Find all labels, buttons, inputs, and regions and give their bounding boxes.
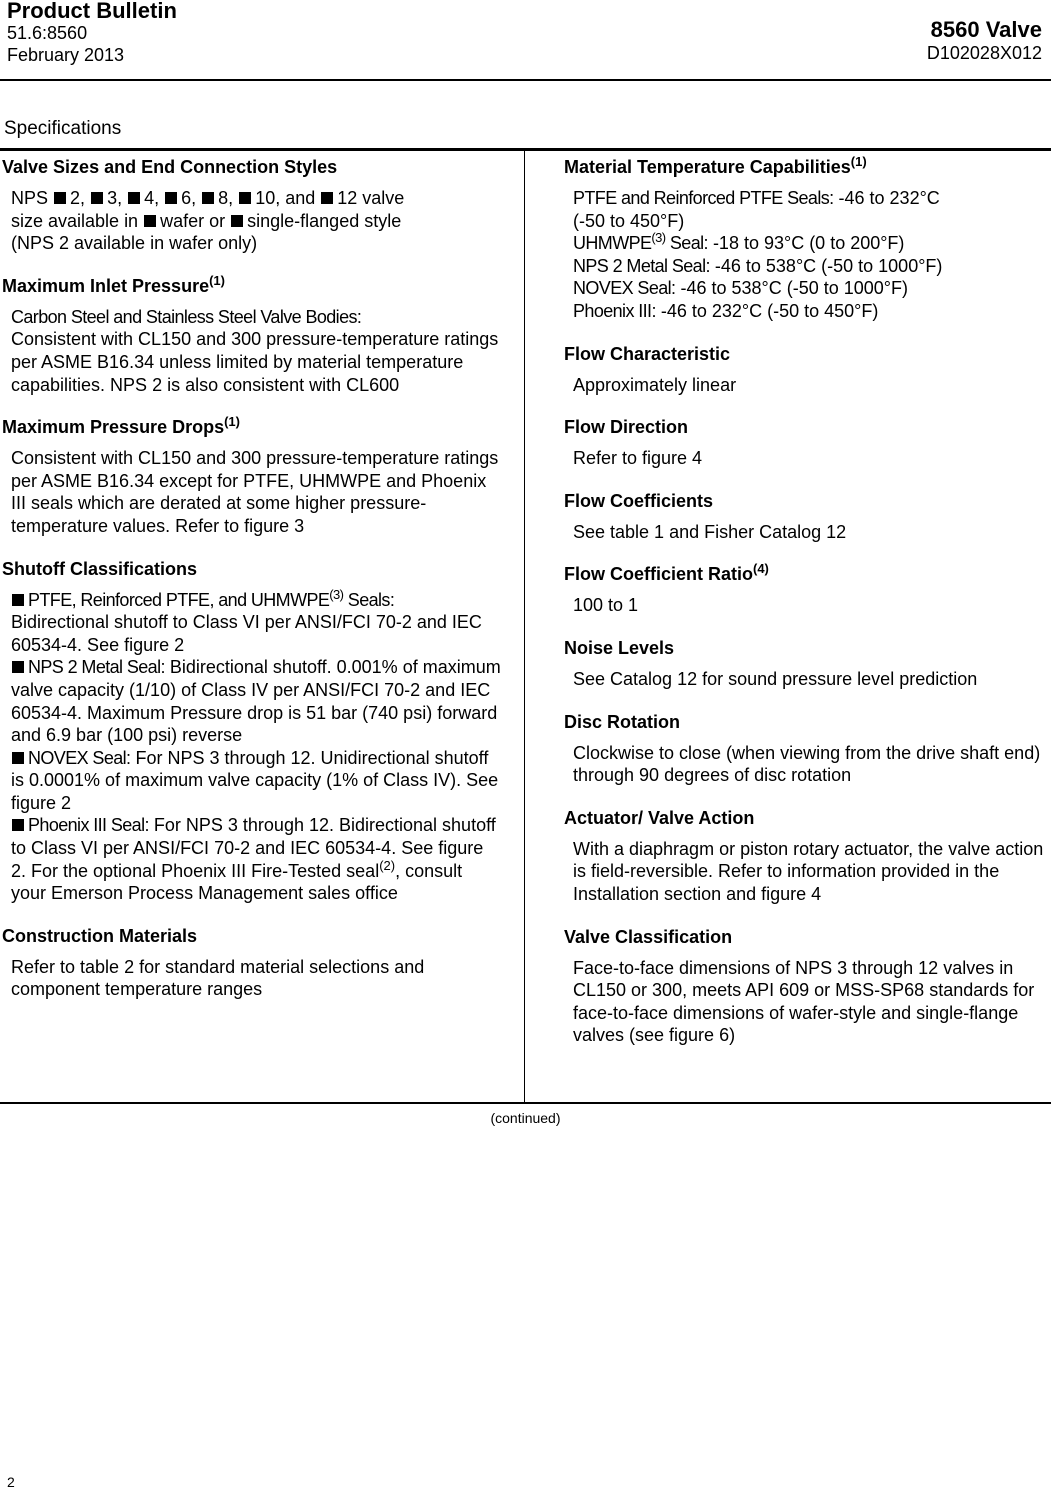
spec-shutoff: [2, 558, 502, 905]
temp-uhmwpe: [573, 232, 1051, 255]
spec-material-temperature: [564, 156, 1051, 323]
checkbox-square-icon: [12, 661, 24, 673]
spec-valve-sizes: [2, 156, 502, 255]
spec-heading: Flow Coefficients: [564, 490, 714, 511]
column-divider: [524, 151, 525, 1102]
spec-text: Face-to-face dimensions of NPS 3 through 12 valves in CL150 or 300, meets API 609 or MSS-SP68 standards for face-to-face dimensions of wafer-style and single-flange valves (see figure 6): [573, 957, 1035, 1046]
text-span: 2,: [70, 188, 86, 208]
checkbox-square-icon: [12, 594, 24, 606]
spec-body: [2, 187, 502, 255]
checkbox-square-icon: [54, 192, 66, 204]
temp-ptfe-f: (-50 to 450°F): [573, 210, 685, 231]
temp-ptfe: [573, 187, 1051, 210]
heading-text: Flow Coefficient Ratio: [564, 564, 753, 585]
spec-text: Approximately linear: [573, 374, 737, 395]
text-span: 10, and: [255, 188, 316, 208]
spec-text: Consistent with CL150 and 300 pressure-temperature ratings per ASME B16.34 except for PTFE, UHMWPE and Phoenix III seals which are derated at some higher pressure-temperature values. Refer to figure 3: [11, 448, 499, 536]
spec-heading: Disc Rotation: [564, 711, 681, 732]
text-span: 3,: [107, 188, 123, 208]
spec-text: See table 1 and Fisher Catalog 12: [573, 521, 847, 542]
part-number: D102028X012: [926, 43, 1042, 63]
spec-flow-direction: [564, 416, 1051, 470]
spec-label: Carbon Steel and Stainless Steel Valve Bodies:: [11, 306, 362, 327]
heading-text: Maximum Pressure Drops: [2, 417, 225, 438]
shutoff-item: [11, 814, 502, 904]
spec-text: With a diaphragm or piston rotary actuator, the valve action is field-reversible. Refer to information provided in the Installation section and figure 4: [573, 838, 1044, 904]
spec-flow-coefficients: [564, 490, 1051, 544]
spec-heading: Valve Classification: [564, 926, 733, 947]
temp-novex: [573, 277, 1051, 300]
spec-heading: Construction Materials: [2, 925, 198, 946]
text-span: size available in: [11, 210, 139, 231]
checkbox-square-icon: [144, 215, 156, 227]
checkbox-square-icon: [231, 215, 243, 227]
doc-number: 51.6:8560: [7, 23, 88, 43]
item-text: Bidirectional shutoff to Class VI per ANSI/FCI 70-2 and IEC 60534-4. See figure 2: [11, 612, 482, 655]
label-text: UHMWPE: [573, 233, 652, 254]
spec-construction-materials: [2, 925, 502, 1001]
section-title: Specifications: [4, 118, 122, 139]
footnote-ref: (1): [850, 154, 867, 169]
item-label: [573, 230, 708, 254]
label-text: PTFE, Reinforced PTFE, and UHMWPE: [28, 589, 330, 610]
checkbox-square-icon: [12, 752, 24, 764]
spec-body: [2, 586, 502, 905]
text-span: 8,: [218, 188, 234, 208]
spec-heading: [564, 563, 1051, 585]
item-label: [28, 586, 395, 610]
footnote-ref: (2): [379, 857, 396, 873]
page-header: [0, 0, 1051, 81]
item-label: Phoenix III Seal:: [28, 815, 149, 836]
item-label: NOVEX Seal:: [28, 747, 131, 768]
item-label: NPS 2 Metal Seal:: [28, 657, 165, 678]
left-column: [2, 156, 502, 1021]
checkbox-square-icon: [91, 192, 103, 204]
checkbox-square-icon: [128, 192, 140, 204]
spec-text: Clockwise to close (when viewing from the drive shaft end) through 90 degrees of disc rotation: [573, 742, 1041, 786]
bottom-rule: [0, 1102, 1051, 1104]
spec-actuator-action: [564, 807, 1051, 906]
spec-body: [2, 306, 502, 396]
size-line-1: [11, 187, 502, 210]
page-number: 2: [7, 1474, 15, 1490]
size-line-2: [11, 210, 502, 233]
footnote-ref: (3): [651, 230, 666, 246]
item-value: -46 to 538°C (-50 to 1000°F): [709, 255, 943, 276]
item-text: For NPS 3 through 12. Bidirectional shutoff to Class VI per ANSI/FCI 70-2 and IEC 60534-4. See figure 2. For the optional Phoenix III Fire-Tested seal: [11, 815, 496, 881]
item-label: NOVEX Seal:: [573, 278, 676, 299]
spec-heading: Flow Characteristic: [564, 343, 731, 364]
product-name: 8560 Valve: [930, 17, 1042, 42]
item-value: -46 to 232°C: [833, 188, 940, 208]
item-text: For NPS 3 through 12. Unidirectional shutoff is 0.0001% of maximum valve capacity (1% of Class IV). See figure 2: [11, 747, 499, 813]
spec-heading: Noise Levels: [564, 637, 675, 658]
bulletin-title: Product Bulletin: [7, 0, 177, 23]
shutoff-item: [11, 656, 502, 746]
spec-text: Refer to table 2 for standard material selections and component temperature ranges: [11, 956, 425, 1000]
checkbox-square-icon: [12, 819, 24, 831]
item-label: NPS 2 Metal Seal:: [573, 255, 710, 276]
item-value: -46 to 232°C (-50 to 450°F): [655, 300, 879, 321]
footnote-ref: (1): [224, 414, 240, 430]
spec-disc-rotation: [564, 711, 1051, 787]
spec-heading: Shutoff Classifications: [2, 558, 198, 579]
doc-date: February 2013: [7, 45, 125, 65]
text-span: single-flanged style: [247, 210, 402, 231]
spec-heading: Valve Sizes and End Connection Styles: [2, 157, 338, 177]
top-rule: [0, 148, 1051, 151]
heading-text: Material Temperature Capabilities: [564, 157, 851, 177]
label-text: Seals:: [343, 589, 395, 610]
spec-valve-classification: [564, 926, 1051, 1047]
spec-heading: [2, 416, 502, 438]
temp-metal: [573, 255, 1051, 278]
shutoff-item: [11, 586, 502, 657]
text-span: 6,: [181, 188, 197, 208]
item-label: PTFE and Reinforced PTFE Seals:: [573, 188, 834, 208]
text-span: wafer or: [160, 210, 226, 231]
footnote-ref: (4): [753, 561, 769, 577]
heading-text: Maximum Inlet Pressure: [2, 275, 210, 296]
checkbox-square-icon: [239, 192, 251, 204]
text-span: 4,: [144, 188, 160, 208]
spec-flow-coefficient-ratio: [564, 563, 1051, 617]
spec-noise-levels: [564, 637, 1051, 691]
item-value: -18 to 93°C (0 to 200°F): [707, 233, 905, 254]
spec-flow-characteristic: [564, 343, 1051, 397]
text-span: 12 valve: [337, 188, 405, 208]
spec-heading: Actuator/ Valve Action: [564, 807, 755, 828]
item-text: , consult your Emerson Process Management sales office: [11, 860, 463, 904]
spec-heading: Flow Direction: [564, 417, 689, 438]
checkbox-square-icon: [321, 192, 333, 204]
item-value: -46 to 538°C (-50 to 1000°F): [675, 278, 908, 299]
continued-note: (continued): [490, 1110, 561, 1126]
checkbox-square-icon: [202, 192, 214, 204]
size-line-3: (NPS 2 available in wafer only): [11, 233, 258, 254]
text-span: NPS: [11, 188, 49, 208]
checkbox-square-icon: [165, 192, 177, 204]
spec-max-pressure-drops: [2, 416, 502, 537]
spec-heading: [2, 272, 502, 297]
spec-heading: [564, 156, 1051, 178]
item-text: Bidirectional shutoff. 0.001% of maximum valve capacity (1/10) of Class IV per ANSI/FCI 70-2 and IEC 60534-4. Maximum Pressure drop is 51 bar (740 psi) forward and 6.9 bar (100 psi) reverse: [11, 657, 501, 746]
temp-phoenix: [573, 300, 1051, 323]
spec-text: 100 to 1: [573, 595, 639, 616]
right-column: [564, 156, 1051, 1067]
footnote-ref: (3): [329, 586, 344, 602]
footnote-ref: (1): [209, 272, 225, 288]
label-text: Seal:: [665, 233, 708, 254]
shutoff-item: [11, 747, 502, 815]
spec-text: Refer to figure 4: [573, 448, 703, 469]
spec-body: [564, 187, 1051, 323]
header-right: [927, 18, 1042, 64]
item-label: Phoenix III:: [573, 300, 656, 321]
spec-text: Consistent with CL150 and 300 pressure-temperature ratings per ASME B16.34 unless limited by material temperature capabilities. NPS 2 is also consistent with CL600: [11, 329, 499, 395]
spec-max-inlet-pressure: [2, 272, 502, 396]
spec-text: See Catalog 12 for sound pressure level prediction: [573, 668, 978, 689]
header-left: [7, 0, 177, 66]
